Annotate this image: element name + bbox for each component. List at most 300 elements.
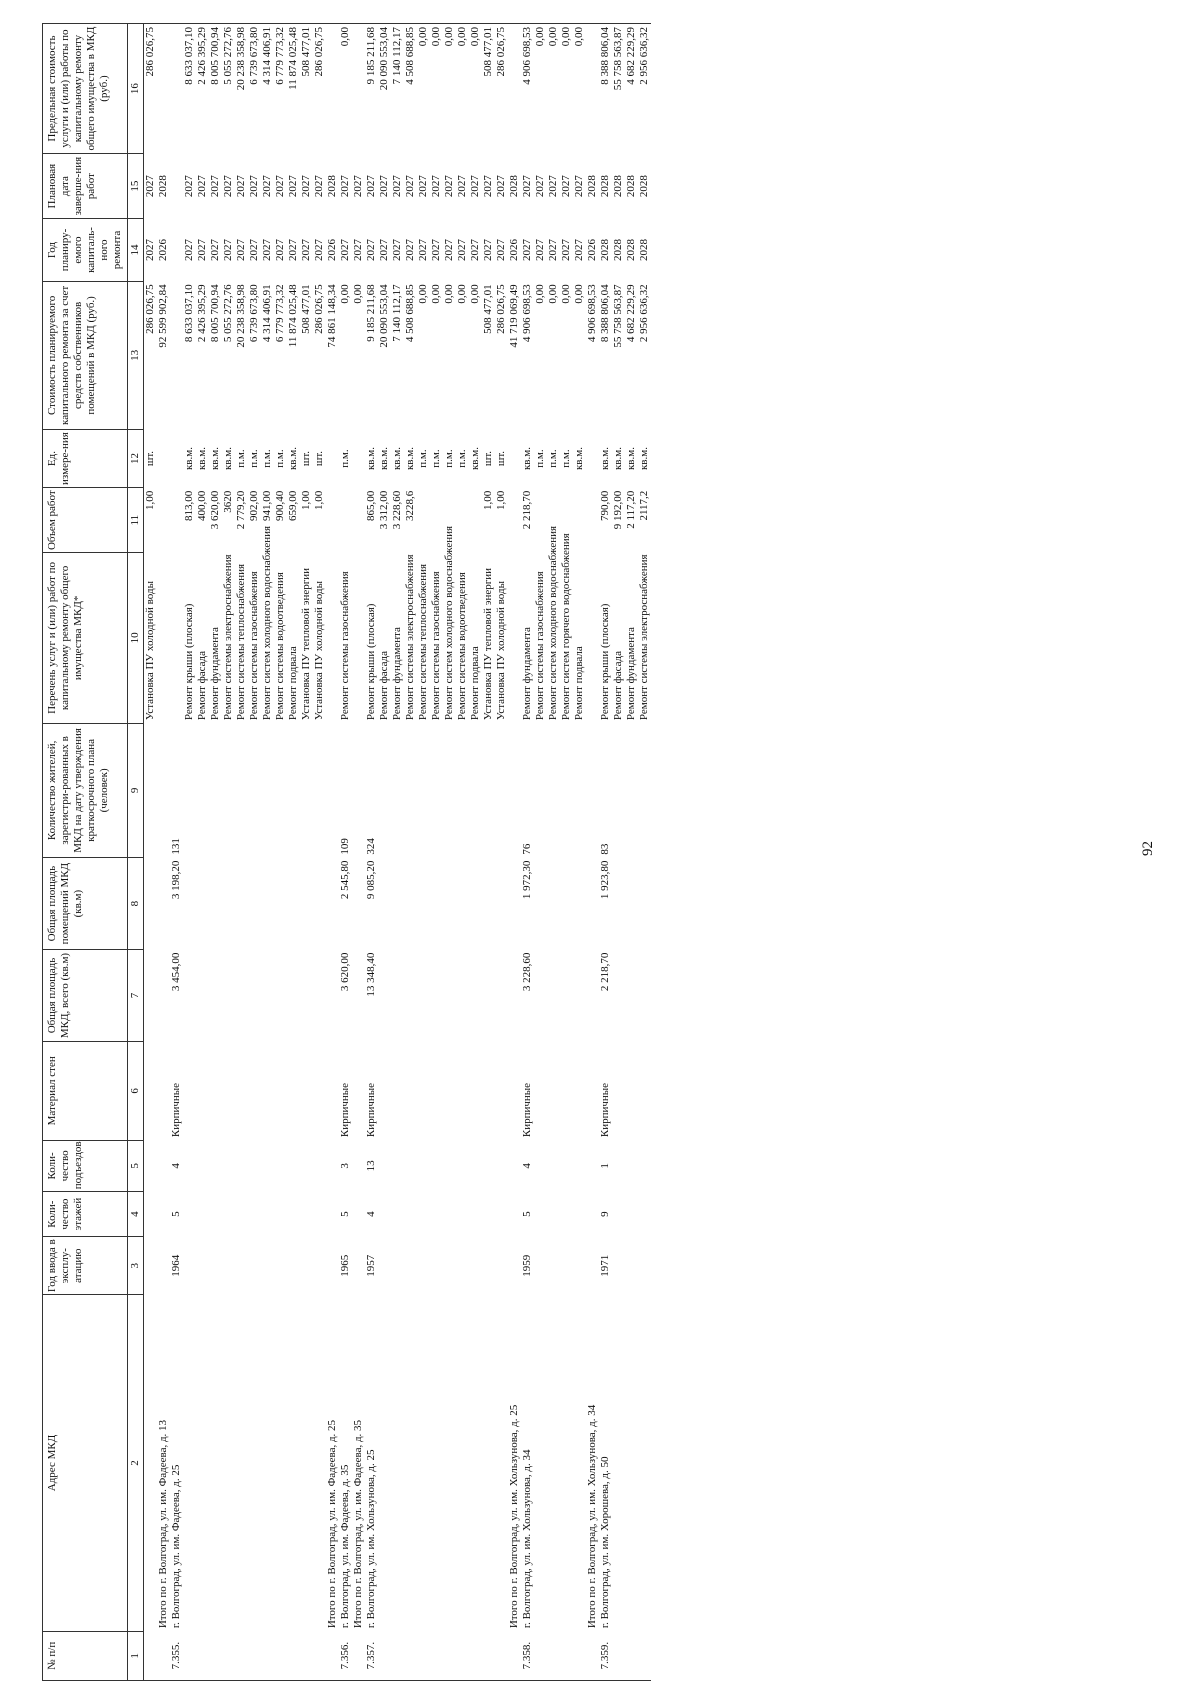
address-cell bbox=[456, 1295, 469, 1631]
commission-year-cell bbox=[261, 1237, 274, 1295]
work-row bbox=[274, 24, 287, 1681]
floors-cell bbox=[573, 1192, 586, 1237]
max-cost-cell: 20 238 358,98 bbox=[235, 24, 248, 154]
residents-cell: 324 bbox=[365, 838, 377, 855]
repair-year-cell: 2027 bbox=[456, 239, 468, 262]
commission-year-cell bbox=[456, 1237, 469, 1295]
planned-cost-cell: 0,00 bbox=[573, 284, 585, 304]
unit-cell: шт. bbox=[313, 450, 325, 467]
repair-year-cell: 2027 bbox=[560, 239, 572, 262]
commission-year-cell: 1957 bbox=[365, 1254, 377, 1277]
max-cost-cell: 8 005 700,94 bbox=[209, 24, 222, 154]
max-cost-cell: 4 906 698,53 bbox=[521, 24, 534, 154]
work-volume-cell: 2 779,20 bbox=[235, 490, 247, 530]
premises-area-cell: 9 085,20 bbox=[365, 860, 377, 900]
max-cost-cell: 55 758 563,87 bbox=[612, 24, 625, 154]
commission-year-cell bbox=[313, 1237, 326, 1295]
floors-cell: 5 bbox=[339, 1211, 351, 1217]
work-type-cell: Установка ПУ тепловой энергии bbox=[482, 567, 494, 721]
premises-area-cell bbox=[196, 858, 209, 950]
work-volume-cell bbox=[339, 488, 352, 553]
premises-area-cell bbox=[443, 858, 456, 950]
total-area-cell bbox=[313, 950, 326, 1042]
planned-cost-cell: 4 314 406,91 bbox=[261, 284, 273, 343]
completion-date-cell: 2027 bbox=[300, 175, 312, 198]
commission-year-cell bbox=[157, 1237, 170, 1295]
floors-cell bbox=[625, 1192, 638, 1237]
work-type-cell: Ремонт систем холодного водоснабжения bbox=[547, 525, 559, 721]
row-number-cell: 7.357. bbox=[365, 1631, 378, 1680]
row-number-cell bbox=[352, 1631, 365, 1680]
address-cell bbox=[625, 1295, 638, 1631]
row-number-cell bbox=[274, 1631, 287, 1680]
work-volume-cell: 1,00 bbox=[300, 490, 312, 510]
floors-cell bbox=[495, 1192, 508, 1237]
work-volume-cell: 3 228,60 bbox=[391, 490, 403, 530]
work-volume-cell: 659,00 bbox=[287, 490, 299, 521]
repair-year-cell: 2026 bbox=[157, 239, 169, 262]
planned-cost-cell: 0,00 bbox=[469, 284, 481, 304]
unit-cell: п.м. bbox=[534, 449, 546, 468]
premises-area-cell bbox=[235, 858, 248, 950]
work-volume-cell: 902,00 bbox=[248, 490, 260, 521]
planned-cost-cell: 286 026,75 bbox=[144, 284, 156, 334]
column-header-15: Плановая дата заверше-ния работ bbox=[43, 154, 128, 219]
work-volume-cell: 3620 bbox=[222, 490, 234, 513]
total-area-cell bbox=[430, 950, 443, 1042]
completion-date-cell: 2027 bbox=[573, 175, 585, 198]
work-type-cell: Ремонт систем горячего водоснабжения bbox=[560, 533, 572, 721]
completion-date-cell: 2027 bbox=[365, 175, 377, 198]
premises-area-cell bbox=[495, 858, 508, 950]
column-header-1: № п/п bbox=[43, 1631, 128, 1680]
residents-cell bbox=[157, 723, 170, 858]
row-number-cell bbox=[573, 1631, 586, 1680]
address-cell bbox=[482, 1295, 495, 1631]
work-row bbox=[300, 24, 313, 1681]
address-cell bbox=[261, 1295, 274, 1631]
planned-cost-cell: 74 861 148,34 bbox=[326, 284, 338, 348]
work-row bbox=[625, 24, 638, 1681]
entrances-cell bbox=[573, 1140, 586, 1192]
max-cost-cell: 4 682 229,29 bbox=[625, 24, 638, 154]
wall-material-cell bbox=[417, 1041, 430, 1140]
repair-year-cell: 2027 bbox=[144, 239, 156, 262]
premises-area-cell: 1 972,30 bbox=[521, 860, 533, 900]
row-number-cell bbox=[508, 1631, 521, 1680]
table-body bbox=[144, 24, 652, 1681]
entrances-cell bbox=[625, 1140, 638, 1192]
work-row bbox=[443, 24, 456, 1681]
entrances-cell bbox=[534, 1140, 547, 1192]
unit-cell: кв.м. bbox=[638, 447, 650, 471]
row-number-cell: 7.358. bbox=[521, 1631, 534, 1680]
entrances-cell: 3 bbox=[339, 1163, 351, 1169]
floors-cell bbox=[183, 1192, 196, 1237]
work-volume-cell: 3 620,00 bbox=[209, 490, 221, 530]
floors-cell: 5 bbox=[170, 1211, 182, 1217]
total-area-cell bbox=[352, 950, 365, 1042]
commission-year-cell bbox=[326, 1237, 339, 1295]
residents-cell bbox=[482, 723, 495, 858]
wall-material-cell bbox=[547, 1041, 560, 1140]
floors-cell bbox=[417, 1192, 430, 1237]
total-area-cell bbox=[183, 950, 196, 1042]
total-area-cell bbox=[404, 950, 417, 1042]
residents-cell bbox=[469, 723, 482, 858]
wall-material-cell bbox=[404, 1041, 417, 1140]
row-number-cell bbox=[443, 1631, 456, 1680]
work-row bbox=[534, 24, 547, 1681]
work-type-cell: Ремонт системы водоотведения bbox=[456, 572, 468, 721]
planned-cost-cell: 0,00 bbox=[547, 284, 559, 304]
address-cell: Итого по г. Волгоград, ул. им. Хользунова, д. 25 bbox=[508, 1404, 520, 1629]
entrances-cell bbox=[157, 1140, 170, 1192]
work-type-cell bbox=[352, 553, 365, 723]
floors-cell bbox=[443, 1192, 456, 1237]
address-cell: Итого по г. Волгоград, ул. им. Фадеева, д. 25 bbox=[326, 1419, 338, 1629]
wall-material-cell bbox=[586, 1041, 599, 1140]
residents-cell bbox=[261, 723, 274, 858]
work-row bbox=[209, 24, 222, 1681]
completion-date-cell: 2027 bbox=[534, 175, 546, 198]
work-volume-cell: 790,00 bbox=[599, 490, 611, 521]
work-row bbox=[456, 24, 469, 1681]
repair-year-cell: 2027 bbox=[183, 239, 195, 262]
row-number-cell bbox=[469, 1631, 482, 1680]
total-area-cell: 3 454,00 bbox=[170, 952, 182, 992]
commission-year-cell bbox=[547, 1237, 560, 1295]
column-number-14: 14 bbox=[128, 219, 144, 282]
premises-area-cell bbox=[300, 858, 313, 950]
max-cost-cell bbox=[508, 24, 521, 154]
work-volume-cell: 400,00 bbox=[196, 490, 208, 521]
address-cell bbox=[495, 1295, 508, 1631]
planned-cost-cell bbox=[170, 281, 183, 429]
planned-cost-cell: 8 633 037,10 bbox=[183, 284, 195, 343]
work-row bbox=[248, 24, 261, 1681]
work-row bbox=[287, 24, 300, 1681]
column-header-14: Год планиру-емого капиталь-ного ремонта bbox=[43, 219, 128, 282]
residents-cell bbox=[287, 723, 300, 858]
repair-year-cell: 2027 bbox=[534, 239, 546, 262]
address-cell bbox=[547, 1295, 560, 1631]
column-number-15: 15 bbox=[128, 154, 144, 219]
floors-cell bbox=[352, 1192, 365, 1237]
floors-cell bbox=[404, 1192, 417, 1237]
row-number-cell bbox=[144, 1631, 158, 1680]
address-cell bbox=[287, 1295, 300, 1631]
commission-year-cell bbox=[560, 1237, 573, 1295]
repair-year-cell: 2027 bbox=[378, 239, 390, 262]
building-row bbox=[599, 24, 612, 1681]
address-cell bbox=[274, 1295, 287, 1631]
work-type-cell: Ремонт систем холодного водоснабжения bbox=[261, 525, 273, 721]
commission-year-cell bbox=[573, 1237, 586, 1295]
repair-year-cell: 2027 bbox=[391, 239, 403, 262]
total-area-cell: 2 218,70 bbox=[599, 952, 611, 992]
total-area-cell bbox=[287, 950, 300, 1042]
premises-area-cell bbox=[274, 858, 287, 950]
commission-year-cell bbox=[144, 1237, 158, 1295]
completion-date-cell: 2027 bbox=[469, 175, 481, 198]
work-volume-cell: 2117,2 bbox=[638, 490, 650, 521]
total-area-cell bbox=[222, 950, 235, 1042]
commission-year-cell bbox=[404, 1237, 417, 1295]
repair-year-cell: 2027 bbox=[261, 239, 273, 262]
work-row bbox=[144, 24, 158, 1681]
entrances-cell bbox=[495, 1140, 508, 1192]
wall-material-cell bbox=[638, 1041, 651, 1140]
total-row bbox=[326, 24, 339, 1681]
residents-cell bbox=[222, 723, 235, 858]
work-volume-cell: 9 192,00 bbox=[612, 490, 624, 530]
address-cell: г. Волгоград, ул. им. Фадеева, д. 35 bbox=[339, 1464, 351, 1629]
wall-material-cell bbox=[274, 1041, 287, 1140]
work-type-cell: Ремонт системы газоснабжения bbox=[430, 571, 442, 721]
commission-year-cell bbox=[482, 1237, 495, 1295]
work-row bbox=[313, 24, 326, 1681]
table-header-row bbox=[43, 24, 128, 1681]
unit-cell: п.м. bbox=[443, 449, 455, 468]
work-type-cell: Установка ПУ холодной воды bbox=[313, 581, 325, 721]
work-type-cell: Установка ПУ холодной воды bbox=[144, 581, 156, 721]
work-volume-cell bbox=[430, 488, 443, 553]
repair-year-cell: 2027 bbox=[300, 239, 312, 262]
repair-year-cell: 2027 bbox=[521, 239, 533, 262]
work-row bbox=[573, 24, 586, 1681]
unit-cell: п.м. bbox=[547, 449, 559, 468]
unit-cell: кв.м. bbox=[469, 447, 481, 471]
work-row bbox=[547, 24, 560, 1681]
entrances-cell bbox=[443, 1140, 456, 1192]
total-area-cell bbox=[586, 950, 599, 1042]
address-cell bbox=[469, 1295, 482, 1631]
premises-area-cell bbox=[378, 858, 391, 950]
completion-date-cell: 2027 bbox=[417, 175, 429, 198]
completion-date-cell: 2028 bbox=[638, 175, 650, 198]
completion-date-cell: 2027 bbox=[391, 175, 403, 198]
work-type-cell: Ремонт системы теплоснабжения bbox=[417, 563, 429, 721]
column-number-row bbox=[128, 24, 144, 1681]
planned-cost-cell: 286 026,75 bbox=[495, 284, 507, 334]
row-number-cell bbox=[235, 1631, 248, 1680]
planned-cost-cell: 8 005 700,94 bbox=[209, 284, 221, 343]
repair-year-cell: 2028 bbox=[612, 239, 624, 262]
wall-material-cell bbox=[261, 1041, 274, 1140]
wall-material-cell bbox=[326, 1041, 339, 1140]
completion-date-cell: 2027 bbox=[183, 175, 195, 198]
repair-year-cell: 2027 bbox=[248, 239, 260, 262]
entrances-cell bbox=[222, 1140, 235, 1192]
premises-area-cell bbox=[638, 858, 651, 950]
entrances-cell: 1 bbox=[599, 1163, 611, 1169]
address-cell bbox=[560, 1295, 573, 1631]
row-number-cell bbox=[430, 1631, 443, 1680]
planned-cost-cell: 0,00 bbox=[456, 284, 468, 304]
entrances-cell bbox=[274, 1140, 287, 1192]
unit-cell: кв.м. bbox=[521, 447, 533, 471]
entrances-cell bbox=[235, 1140, 248, 1192]
work-type-cell: Ремонт системы газоснабжения bbox=[339, 571, 351, 721]
planned-cost-cell: 7 140 112,17 bbox=[391, 284, 403, 342]
commission-year-cell bbox=[300, 1237, 313, 1295]
work-volume-cell bbox=[534, 488, 547, 553]
repair-year-cell: 2027 bbox=[196, 239, 208, 262]
commission-year-cell bbox=[222, 1237, 235, 1295]
entrances-cell bbox=[326, 1140, 339, 1192]
column-number-6: 6 bbox=[128, 1041, 144, 1140]
building-row bbox=[521, 24, 534, 1681]
completion-date-cell: 2027 bbox=[235, 175, 247, 198]
work-type-cell bbox=[586, 553, 599, 723]
planned-cost-cell: 4 906 698,53 bbox=[521, 284, 533, 343]
unit-cell: шт. bbox=[495, 450, 507, 467]
column-header-6: Материал стен bbox=[43, 1041, 128, 1140]
floors-cell bbox=[612, 1192, 625, 1237]
planned-cost-cell: 4 906 698,53 bbox=[586, 284, 598, 343]
entrances-cell: 4 bbox=[521, 1163, 533, 1169]
wall-material-cell: Кирпичные bbox=[339, 1082, 351, 1138]
planned-cost-cell: 508 477,01 bbox=[300, 284, 312, 334]
planned-cost-cell: 92 599 902,84 bbox=[157, 284, 169, 348]
work-type-cell: Ремонт фасада bbox=[378, 650, 390, 721]
repair-year-cell: 2027 bbox=[573, 239, 585, 262]
total-area-cell bbox=[196, 950, 209, 1042]
max-cost-cell: 6 779 773,32 bbox=[274, 24, 287, 154]
floors-cell: 5 bbox=[521, 1211, 533, 1217]
row-number-cell bbox=[638, 1631, 651, 1680]
premises-area-cell bbox=[352, 858, 365, 950]
work-row bbox=[222, 24, 235, 1681]
wall-material-cell bbox=[560, 1041, 573, 1140]
work-type-cell: Ремонт крыши (плоская) bbox=[365, 603, 377, 721]
wall-material-cell bbox=[248, 1041, 261, 1140]
address-cell bbox=[573, 1295, 586, 1631]
repair-year-cell: 2027 bbox=[274, 239, 286, 262]
premises-area-cell bbox=[144, 858, 158, 950]
column-number-7: 7 bbox=[128, 950, 144, 1042]
residents-cell bbox=[586, 723, 599, 858]
planned-cost-cell: 2 426 395,29 bbox=[196, 284, 208, 343]
total-area-cell: 3 228,60 bbox=[521, 952, 533, 992]
floors-cell bbox=[326, 1192, 339, 1237]
entrances-cell bbox=[586, 1140, 599, 1192]
wall-material-cell: Кирпичные bbox=[599, 1082, 611, 1138]
residents-cell bbox=[378, 723, 391, 858]
planned-cost-cell: 0,00 bbox=[417, 284, 429, 304]
commission-year-cell bbox=[625, 1237, 638, 1295]
row-number-cell bbox=[417, 1631, 430, 1680]
premises-area-cell bbox=[261, 858, 274, 950]
planned-cost-cell: 0,00 bbox=[352, 284, 364, 304]
row-number-cell bbox=[404, 1631, 417, 1680]
max-cost-cell: 2 956 636,32 bbox=[638, 24, 651, 154]
floors-cell bbox=[456, 1192, 469, 1237]
premises-area-cell bbox=[430, 858, 443, 950]
completion-date-cell: 2027 bbox=[482, 175, 494, 198]
commission-year-cell bbox=[508, 1237, 521, 1295]
commission-year-cell bbox=[183, 1237, 196, 1295]
residents-cell: 109 bbox=[339, 838, 351, 855]
max-cost-cell: 0,00 bbox=[547, 24, 560, 154]
commission-year-cell bbox=[443, 1237, 456, 1295]
residents-cell bbox=[560, 723, 573, 858]
total-area-cell bbox=[495, 950, 508, 1042]
row-number-cell bbox=[625, 1631, 638, 1680]
row-number-cell bbox=[248, 1631, 261, 1680]
repair-year-cell bbox=[170, 219, 183, 282]
commission-year-cell bbox=[352, 1237, 365, 1295]
floors-cell bbox=[261, 1192, 274, 1237]
address-cell bbox=[196, 1295, 209, 1631]
address-cell: Итого по г. Волгоград, ул. им. Хользунова, д. 34 bbox=[586, 1404, 598, 1629]
wall-material-cell bbox=[534, 1041, 547, 1140]
total-area-cell bbox=[625, 950, 638, 1042]
residents-cell: 76 bbox=[521, 843, 533, 855]
repair-year-cell: 2026 bbox=[586, 239, 598, 262]
floors-cell bbox=[248, 1192, 261, 1237]
completion-date-cell: 2027 bbox=[196, 175, 208, 198]
unit-cell: кв.м. bbox=[196, 447, 208, 471]
residents-cell bbox=[248, 723, 261, 858]
total-area-cell bbox=[547, 950, 560, 1042]
address-cell: г. Волгоград, ул. им. Хользунова, д. 34 bbox=[521, 1449, 533, 1629]
commission-year-cell bbox=[209, 1237, 222, 1295]
work-row bbox=[261, 24, 274, 1681]
entrances-cell bbox=[183, 1140, 196, 1192]
unit-cell: п.м. bbox=[417, 449, 429, 468]
unit-cell: кв.м. bbox=[287, 447, 299, 471]
total-area-cell bbox=[508, 950, 521, 1042]
total-area-cell bbox=[157, 950, 170, 1042]
unit-cell: кв.м. bbox=[391, 447, 403, 471]
wall-material-cell bbox=[469, 1041, 482, 1140]
max-cost-cell: 508 477,01 bbox=[300, 24, 313, 154]
total-area-cell bbox=[469, 950, 482, 1042]
wall-material-cell bbox=[378, 1041, 391, 1140]
planned-cost-cell: 2 956 636,32 bbox=[638, 284, 650, 343]
column-number-12: 12 bbox=[128, 429, 144, 487]
floors-cell bbox=[287, 1192, 300, 1237]
row-number-cell bbox=[391, 1631, 404, 1680]
work-row bbox=[196, 24, 209, 1681]
premises-area-cell bbox=[209, 858, 222, 950]
column-number-4: 4 bbox=[128, 1192, 144, 1237]
completion-date-cell: 2028 bbox=[625, 175, 637, 198]
entrances-cell bbox=[638, 1140, 651, 1192]
total-area-cell bbox=[612, 950, 625, 1042]
column-header-10: Перечень услуг и (или) работ по капитальному ремонту общего имущества МКД* bbox=[43, 553, 128, 723]
entrances-cell bbox=[300, 1140, 313, 1192]
entrances-cell bbox=[313, 1140, 326, 1192]
address-cell bbox=[430, 1295, 443, 1631]
work-row bbox=[612, 24, 625, 1681]
repair-year-cell: 2027 bbox=[352, 239, 364, 262]
completion-date-cell: 2027 bbox=[313, 175, 325, 198]
work-type-cell: Ремонт фасада bbox=[612, 650, 624, 721]
floors-cell bbox=[222, 1192, 235, 1237]
building-row bbox=[170, 24, 183, 1681]
residents-cell bbox=[612, 723, 625, 858]
commission-year-cell bbox=[196, 1237, 209, 1295]
wall-material-cell: Кирпичные bbox=[170, 1082, 182, 1138]
planned-cost-cell: 6 779 773,32 bbox=[274, 284, 286, 343]
total-area-cell bbox=[248, 950, 261, 1042]
work-row bbox=[183, 24, 196, 1681]
residents-cell bbox=[209, 723, 222, 858]
commission-year-cell bbox=[274, 1237, 287, 1295]
